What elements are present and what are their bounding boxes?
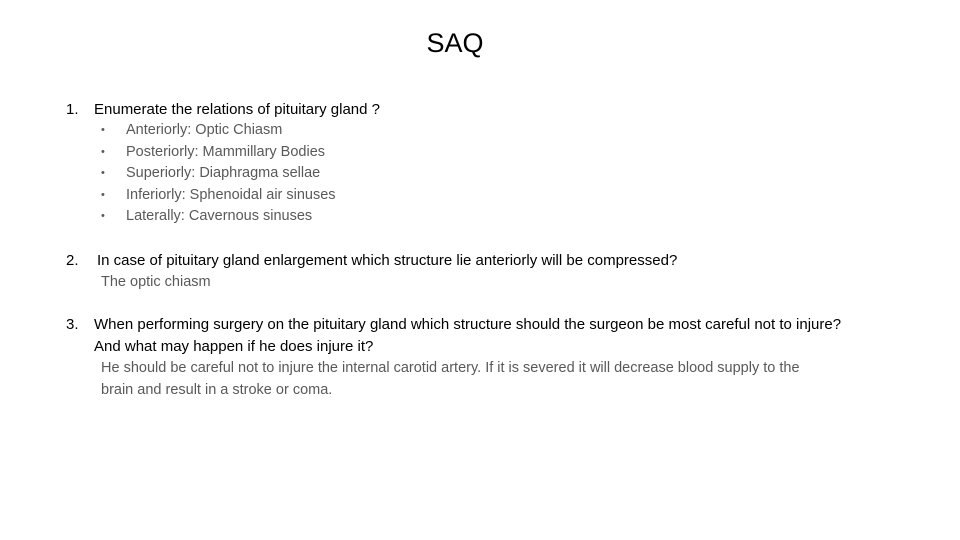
list-item-text: Anteriorly: Optic Chiasm [126, 122, 283, 138]
list-item-text: Posteriorly: Mammillary Bodies [126, 143, 326, 160]
list-item-text: Inferiorly: Sphenoidal air sinuses [126, 186, 336, 203]
list-item [100, 163, 336, 185]
list-item-text: Superiorly: Diaphragma sellae [126, 165, 321, 182]
bullet-icon: • [101, 210, 105, 223]
list-item [100, 142, 336, 164]
list-item [100, 206, 336, 228]
question-text: Enumerate the relations of pituitary gland ? [94, 101, 381, 118]
list-item [100, 120, 336, 142]
answer-2: The optic chiasm [101, 274, 211, 290]
question-1 [66, 99, 866, 121]
question-text: When performing surgery on the pituitary gland which structure should the surgeon be most careful not to injure? And what may happen if he does injure it? [94, 316, 842, 355]
list-item [100, 185, 336, 207]
answer-3: He should be careful not to injure the internal carotid artery. If it is severed it will decrease blood supply to the brain and result in a stroke or coma. [101, 360, 800, 398]
relations-list [100, 120, 336, 228]
question-number: 2. [66, 252, 79, 269]
bullet-icon: • [101, 124, 105, 136]
bullet-icon: • [101, 145, 105, 158]
list-item-text: Laterally: Cavernous sinuses [126, 208, 313, 225]
question-text: In case of pituitary gland enlargement which structure lie anteriorly will be compressed? [97, 252, 678, 269]
bullet-icon: • [101, 188, 105, 201]
bullet-icon: • [101, 167, 105, 180]
question-2 [66, 250, 866, 272]
question-3 [66, 314, 866, 357]
question-number: 3. [66, 316, 79, 333]
page-title: SAQ [426, 28, 484, 58]
question-number: 1. [66, 101, 79, 118]
